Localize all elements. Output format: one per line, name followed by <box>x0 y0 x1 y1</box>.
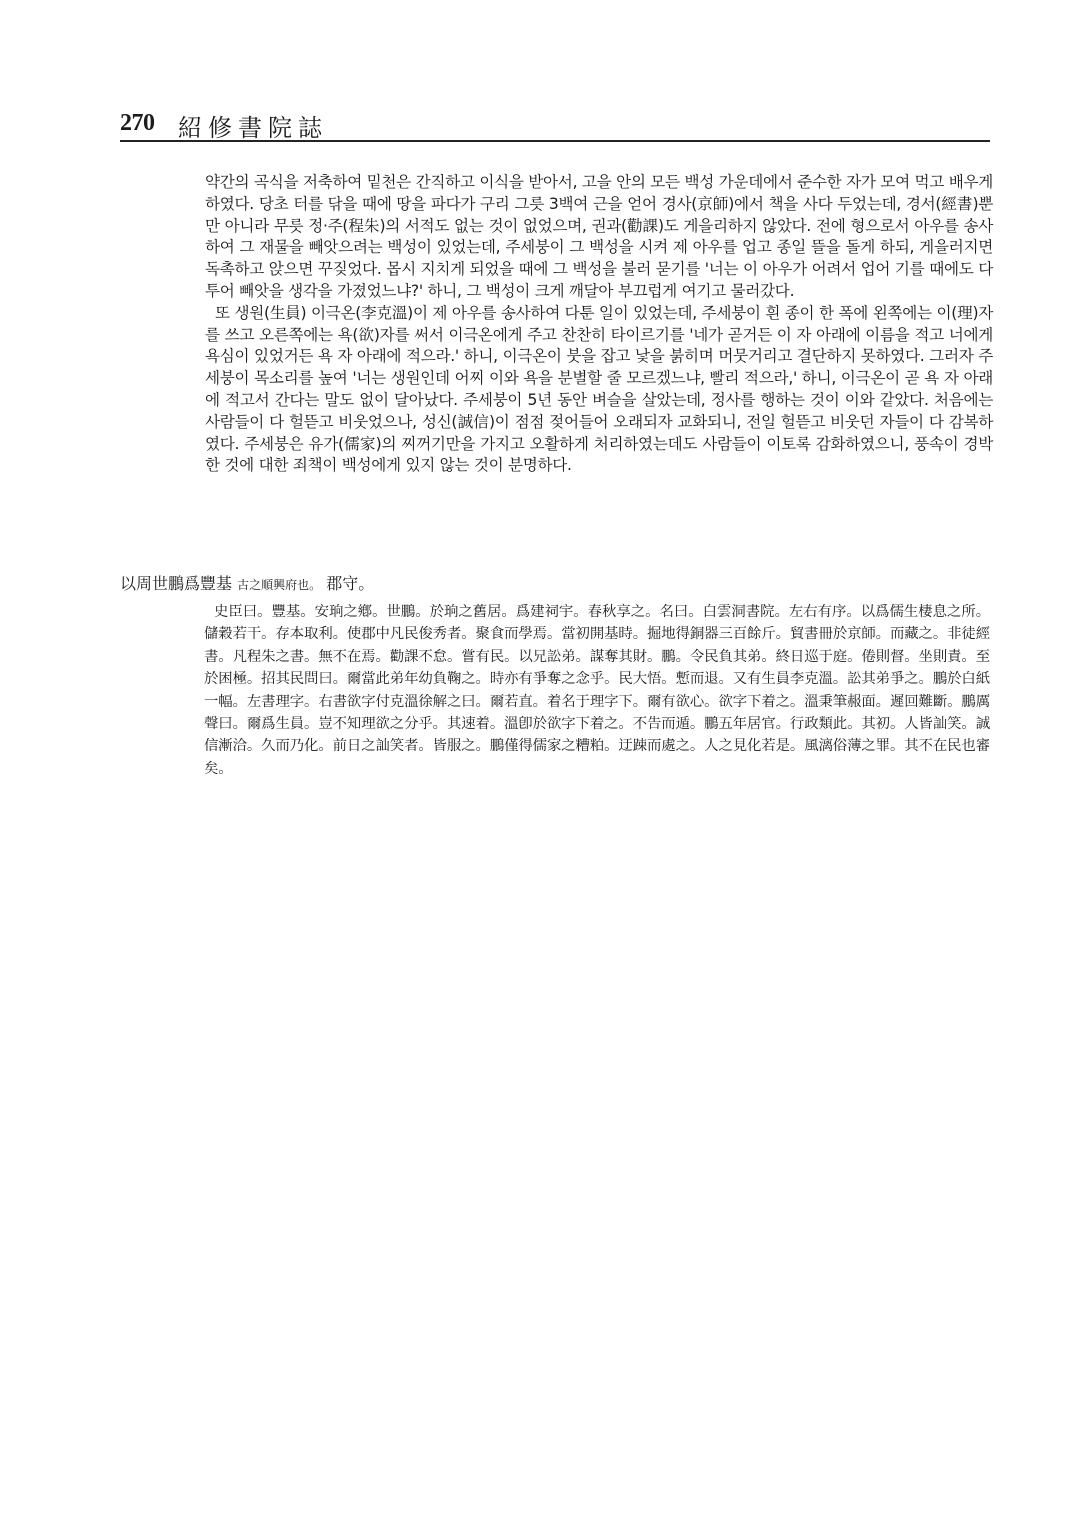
entry-heading-note: 古之順興府也。 <box>237 578 322 592</box>
entry-heading <box>120 574 374 595</box>
page-number: 270 <box>120 110 155 136</box>
entry-heading-suffix: 郡守。 <box>326 574 375 593</box>
book-title: 紹修書院誌 <box>178 114 328 142</box>
header-rule <box>120 140 990 142</box>
korean-translation <box>205 172 993 477</box>
page-header <box>120 108 990 144</box>
classical-paragraph: 史臣曰。豐基。安珦之鄕。世鵬。於珦之舊居。爲建祠宇。春秋享之。名曰。白雲洞書院。左右有序。以爲儒生棲息之所。儲穀若干。存本取利。使郡中凡民俊秀者。聚食而學焉。當初開基時。掘地得銅器三百餘斤。貿書冊於京師。而藏之。非徒經書。凡程朱之書。無不在焉。勸課不怠。嘗有民。以兄訟弟。謀奪其財。鵬。令民負其弟。終日巡于庭。倦則督。坐則責。至於困極。招其民問曰。爾當此弟年幼負鞠之。時亦有爭奪之念乎。民大悟。慙而退。又有生員李克溫。訟其弟爭之。鵬於白紙一幅。左書理字。右書欲字付克溫徐解之曰。爾若直。着名于理字下。爾有欲心。欲字下着之。溫秉筆赧面。遲回難斷。鵬厲聲曰。爾爲生員。豈不知理欲之分乎。其速着。溫卽於欲字下着之。不告而遁。鵬五年居官。行政類此。其初。人皆訕笑。誠信漸洽。久而乃化。前日之訕笑者。皆服之。鵬僅得儒家之糟粕。迂踈而處之。人之見化若是。風漓俗薄之罪。其不在民也審矣。 <box>204 604 990 777</box>
classical-chinese-text <box>204 601 990 780</box>
translation-paragraph: 약간의 곡식을 저축하여 밑천은 간직하고 이식을 받아서, 고을 안의 모든 백성 가운데에서 준수한 자가 모여 먹고 배우게 하였다. 당초 터를 닦을 때에 땅을 파다가 구리 그릇 3백여 근을 얻어 경사(京師)에서 책을 사다 두었는데, 경서(經書)뿐만 아니라 무릇 정·주(程朱)의 서적도 없는 것이 없었으며, 권과(勸課)도 게을리하지 않았다. 전에 형으로서 아우를 송사하여 그 재물을 빼앗으려는 백성이 있었는데, 주세붕이 그 백성을 시켜 제 아우를 업고 종일 뜰을 돌게 하되, 게을러지면 독촉하고 앉으면 꾸짖었다. 몹시 지치게 되었을 때에 그 백성을 불러 묻기를 '너는 이 아우가 어려서 업어 기를 때에도 다투어 빼앗을 생각을 가졌었느냐?' 하니, 그 백성이 크게 깨달아 부끄럽게 여기고 물러갔다. <box>205 173 993 300</box>
translation-paragraph: 또 생원(生員) 이극온(李克溫)이 제 아우를 송사하여 다툰 일이 있었는데, 주세붕이 흰 종이 한 폭에 왼쪽에는 이(理)자를 쓰고 오른쪽에는 욕(欲)자를 써서 이극온에게 주고 찬찬히 타이르기를 '네가 곧거든 이 자 아래에 이름을 적고 너에게 욕심이 있었거든 욕 자 아래에 적으라.' 하니, 이극온이 붓을 잡고 낯을 붉히며 머뭇거리고 결단하지 못하였다. 그러자 주세붕이 목소리를 높여 '너는 생원인데 어찌 이와 욕을 분별할 줄 모르겠느냐, 빨리 적으라,' 하니, 이극온이 곧 욕 자 아래에 적고서 간다는 말도 없이 달아났다. 주세붕이 5년 동안 벼슬을 살았는데, 정사를 행하는 것이 이와 같았다. 처음에는 사람들이 다 헐뜯고 비웃었으나, 성신(誠信)이 점점 젖어들어 오래되자 교화되니, 전일 헐뜯고 비웃던 자들이 다 감복하였다. 주세붕은 유가(儒家)의 찌꺼기만을 가지고 오활하게 처리하였는데도 사람들이 이토록 감화하였으니, 풍속이 경박한 것에 대한 죄책이 백성에게 있지 않는 것이 분명하다. <box>205 303 993 475</box>
entry-heading-text: 以周世鵬爲豐基 <box>120 574 233 593</box>
